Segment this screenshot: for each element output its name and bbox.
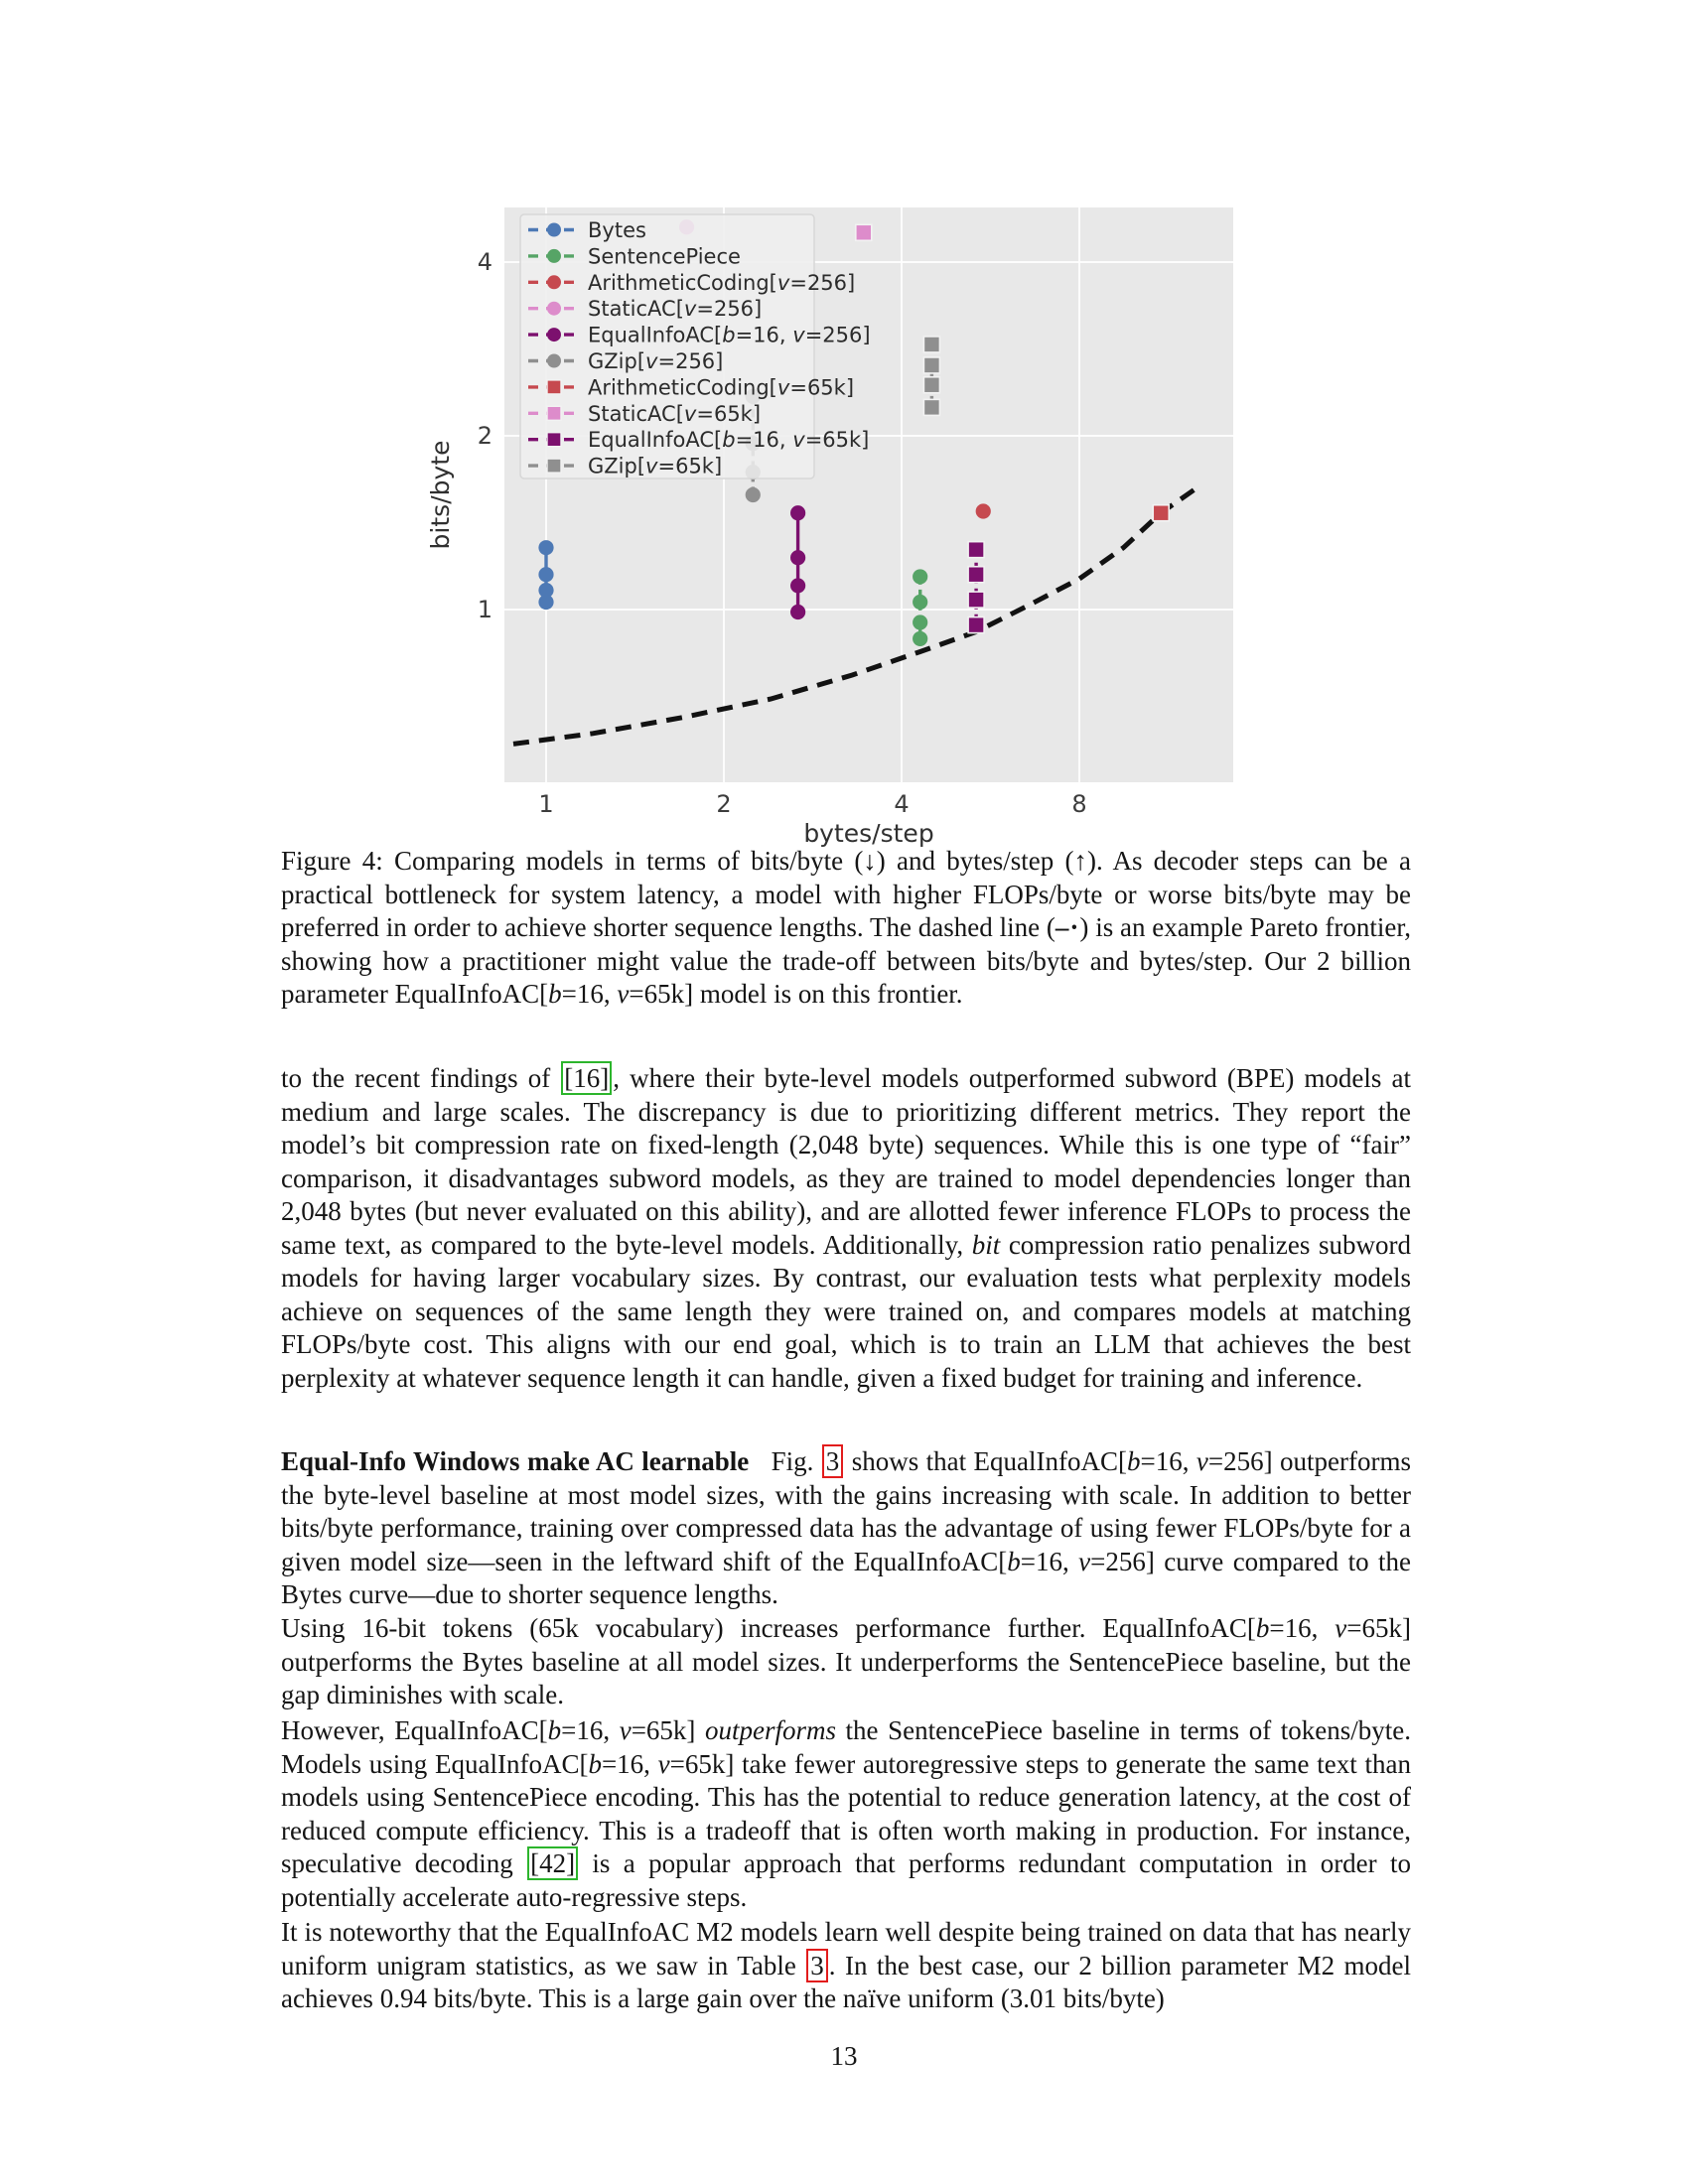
series-staticac-v-65k- <box>856 224 872 240</box>
body-paragraph-1: to the recent findings of [16] , where their byte-level models outperformed subword (BPE) models at medium and large scales. The discrepancy is due to prioritizing different metrics. They report the model’s bit compression rate on fixed-length (2,048 byte) sequences. While this is one type of “fair” comparison, it disadvantages subword models, as they are trained to model dependencies longer than 2,048 bytes (but never evaluated on this ability), and are allotted fewer inference FLOPs to process the same text, as compared to the byte-level models. Additionally, bit compression ratio penalizes subword models for having larger vocabulary sizes. By contrast, our evaluation tests what perplexity models achieve on sequences of the same length they were trained on, and compares models at matching FLOPs/byte cost. This aligns with our end goal, which is to train an LLM that achieves the best perplexity at whatever sequence length it can handle, given a fixed budget for training and inference. <box>281 1063 1412 1393</box>
svg-text:4: 4 <box>477 248 492 276</box>
svg-text:4: 4 <box>894 790 910 818</box>
svg-text:1: 1 <box>477 596 492 623</box>
x-axis-label: bytes/step <box>803 819 934 848</box>
svg-text:StaticAC[v=65k]: StaticAC[v=65k] <box>588 401 762 426</box>
body-paragraph-3: Using 16-bit tokens (65k vocabulary) increases performance further. EqualInfoAC[b=16, v=65k] outperforms the Bytes baseline at all model sizes. It underperforms the SentencePiece baseline, but the gap diminishes with scale. <box>281 1613 1411 1709</box>
figure-4 <box>417 139 1271 854</box>
svg-text:2: 2 <box>716 790 732 818</box>
svg-text:EqualInfoAC[b=16, v=65k]: EqualInfoAC[b=16, v=65k] <box>588 428 870 453</box>
svg-text:GZip[v=256]: GZip[v=256] <box>588 349 724 373</box>
scatter-chart <box>417 139 1271 854</box>
svg-text:StaticAC[v=256]: StaticAC[v=256] <box>588 297 763 322</box>
series-arithmeticcoding-v-256- <box>976 503 991 518</box>
svg-text:SentencePiece: SentencePiece <box>588 244 741 269</box>
svg-text:GZip[v=65k]: GZip[v=65k] <box>588 454 723 478</box>
series-bytes <box>538 540 553 610</box>
figure-caption: Figure 4: Comparing models in terms of bits/byte (↓) and bytes/step (↑). As decoder steps can be a practical bottleneck for system latency, a model with higher FLOPs/byte or worse bits/byte may be preferred in order to achieve shorter sequence lengths. The dashed line (–·) is an example Pareto frontier, showing how a practitioner might value the trade-off between bits/byte and bytes/step. Our 2 billion parameter EqualInfoAC[b=16, v=65k] model is on this frontier. <box>281 846 1411 1009</box>
svg-text:ArithmeticCoding[v=256]: ArithmeticCoding[v=256] <box>588 270 856 295</box>
x-tick-labels <box>538 790 1086 818</box>
svg-text:1: 1 <box>538 790 554 818</box>
page-number: 13 <box>830 2041 858 2071</box>
svg-text:EqualInfoAC[b=16, v=256]: EqualInfoAC[b=16, v=256] <box>588 323 871 347</box>
y-axis-label: bits/byte <box>426 440 455 550</box>
body-paragraph-5: It is noteworthy that the EqualInfoAC M2 models learn well despite being trained on data that has nearly uniform unigram statistics, as we saw in Table 3 . In the best case, our 2 billion parameter M2 model achieves 0.94 bits/byte. This is a large gain over the naïve uniform (3.01 bits/byte) <box>281 1917 1412 2013</box>
body-paragraph-4: However, EqualInfoAC[b=16, v=65k] outperforms the SentencePiece baseline in terms of tokens/byte. Models using EqualInfoAC[b=16, v=65k] take fewer autoregressive steps to generate the same text than models using SentencePiece encoding. This has the potential to reduce generation latency, at the cost of reduced compute efficiency. This is a tradeoff that is often worth making in production. For instance, speculative decoding [42] is a popular approach that performs redundant computation in order to potentially accelerate auto-regressive steps. <box>281 1715 1411 1912</box>
svg-text:8: 8 <box>1071 790 1087 818</box>
y-tick-labels <box>478 248 492 623</box>
series-arithmeticcoding-v-65k- <box>1153 505 1169 521</box>
svg-text:Bytes: Bytes <box>588 218 646 242</box>
body-paragraph-2: Equal-Info Windows make AC learnable Fig. 3 shows that EqualInfoAC[b=16, v=256] outperforms the byte-level baseline at most model sizes, with the gains increasing with scale. In addition to better bits/byte performance, training over compressed data has the advantage of using fewer FLOPs/byte for a given model size—seen in the leftward shift of the EqualInfoAC[b=16, v=256] curve compared to the Bytes curve—due to shorter sequence lengths. <box>281 1446 1411 1609</box>
svg-text:2: 2 <box>477 422 492 450</box>
svg-text:ArithmeticCoding[v=65k]: ArithmeticCoding[v=65k] <box>588 375 855 400</box>
